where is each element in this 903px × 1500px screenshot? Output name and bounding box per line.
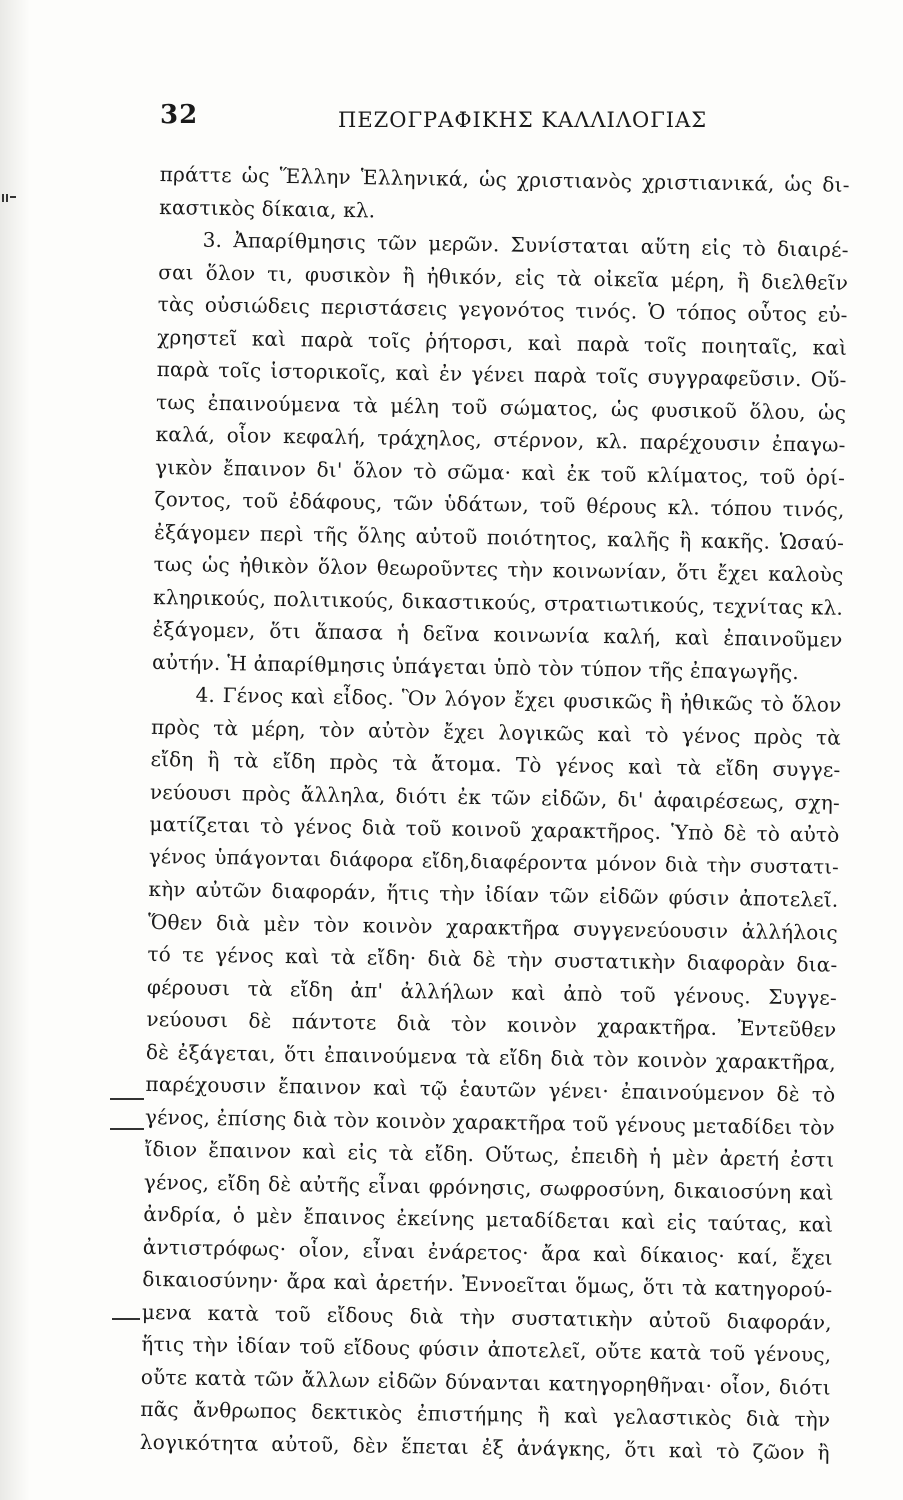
text-line: γένος ὑπάγονται διάφορα εἴδη,διαφέροντα μόνον διὰ τὴν συστατι- (148, 844, 840, 879)
text-line: 4. Γένος καὶ εἶδος. Ὃν λόγον ἔχει φυσικῶς ἢ ἠθικῶς τὸ ὅλον (195, 682, 842, 717)
text-line: πρὸς τὰ μέρη, τὸν αὐτὸν ἔχει λογικῶς καὶ τὸ γένος πρὸς τὰ (150, 714, 842, 750)
text-line: ἀνδρία, ὁ μὲν ἔπαινος ἐκείνης μεταδίδεται καὶ εἰς ταύτας, καὶ (143, 1201, 834, 1237)
text-line: ἴδιον ἔπαινον καὶ εἰς τὰ εἴδη. Οὕτως, ἐπειδὴ ἡ μὲν ἀρετή ἐστι (144, 1136, 835, 1172)
text-line: καλά, οἷον κεφαλή, τράχηλος, στέρνον, κλ. παρέχουσιν ἐπαγω- (155, 421, 846, 457)
text-line: τὰς οὐσιώδεις περιστάσεις γεγονότος τινός. Ὁ τόπος οὗτος εὐ- (157, 291, 848, 327)
text-line: χρηστεῖ καὶ παρὰ τοῖς ῥήτορσι, καὶ παρὰ τοῖς ποιηταῖς, καὶ (157, 324, 848, 360)
text-line: τως ὡς ἠθικὸν ὅλον θεωροῦντες τὴν κοινωνίαν, ὅτι ἔχει καλοὺς (153, 551, 844, 587)
margin-mark-3 (112, 1318, 140, 1320)
text-line: εἴδη ἢ τὰ εἴδη πρὸς τὰ ἄτομα. Τὸ γένος καὶ τὰ εἴδη συγγε- (150, 746, 841, 782)
running-head: ΠΕΖΟΓΡΑΦΙΚΗΣ ΚΑΛΛΙΛΟΓΙΑΣ (338, 108, 708, 132)
text-line: Ὅθεν διὰ μὲν τὸν κοινὸν χαρακτῆρα συγγενεύουσιν ἀλλήλοις (147, 909, 839, 945)
text-line: ἐξάγομεν περὶ τῆς ὅλης αὐτοῦ ποιότητος, καλῆς ἢ κακῆς. Ὡσαύ- (153, 519, 845, 555)
text-line: τό τε γένος καὶ τὰ εἴδη· διὰ δὲ τὴν συστατικὴν διαφορὰν δια- (147, 941, 838, 977)
text-line: ἀντιστρόφως· οἷον, εἶναι ἐνάρετος· ἄρα καὶ δίκαιος· καί, ἔχει (142, 1234, 834, 1270)
text-line: δικαιοσύνην· ἄρα καὶ ἀρετήν. Ἐννοεῖται ὅμως, ὅτι τὰ κατηγορού- (142, 1266, 833, 1302)
text-line: οὔτε κατὰ τῶν ἄλλων εἰδῶν δύνανται κατηγορηθῆναι· οἷον, διότι (140, 1364, 831, 1400)
text-line: γένος, εἴδη δὲ αὐτῆς εἶναι φρόνησις, σωφροσύνη, δικαιοσύνη καὶ (143, 1169, 835, 1205)
text-line: αὐτήν. Ἡ ἀπαρίθμησις ὑπάγεται ὑπὸ τὸν τύπον τῆς ἐπαγωγῆς. (151, 649, 800, 684)
text-line: ματίζεται τὸ γένος διὰ τοῦ κοινοῦ χαρακτῆρος. Ὑπὸ δὲ τὸ αὐτὸ (149, 811, 840, 847)
page-header (160, 100, 720, 140)
text-line: μενα κατὰ τοῦ εἴδους διὰ τὴν συστατικὴν αὐτοῦ διαφοράν, (141, 1299, 832, 1335)
text-line: δὲ ἐξάγεται, ὅτι ἐπαινούμενα τὰ εἴδη διὰ τὸν κοινὸν χαρακτῆρα, (145, 1039, 837, 1075)
text-line: νεύουσι δὲ πάντοτε διὰ τὸν κοινὸν χαρακτῆρα. Ἐντεῦθεν (146, 1006, 837, 1042)
text-line: 3. Ἀπαρίθμησις τῶν μερῶν. Συνίσταται αὕτη εἰς τὸ διαιρέ- (202, 227, 849, 262)
text-line: καστικὸς δίκαια, κλ. (159, 194, 376, 222)
text-line: κληρικούς, πολιτικούς, δικαστικούς, στρατιωτικούς, τεχνίτας κλ. (152, 584, 844, 620)
margin-mark-top (0, 192, 20, 202)
text-line: παρὰ τοῖς ἱστορικοῖς, καὶ ἐν γένει παρὰ τοῖς συγγραφεῦσιν. Οὕ- (156, 356, 847, 392)
text-line: λογικότητα αὐτοῦ, δὲν ἕπεται ἐξ ἀνάγκης, ὅτι καὶ τὸ ζῶον ἢ (139, 1429, 830, 1465)
text-line: πράττε ὡς Ἕλλην Ἑλληνικά, ὡς χριστιανὸς χριστιανικά, ὡς δι- (159, 161, 850, 197)
text-line: φέρουσι τὰ εἴδη ἀπ' ἀλλήλων καὶ ἀπὸ τοῦ γένους. Συγγε- (146, 974, 838, 1010)
text-line: γικὸν ἔπαινον δι' ὅλον τὸ σῶμα· καὶ ἐκ τοῦ κλίματος, τοῦ ὁρί- (154, 454, 846, 490)
text-line: νεύουσι πρὸς ἄλληλα, διότι ἐκ τῶν εἰδῶν, δι' ἀφαιρέσεως, σχη- (149, 779, 841, 815)
text-line: τως ἐπαινούμενα τὰ μέλη τοῦ σώματος, ὡς φυσικοῦ ὅλου, ὡς (155, 389, 847, 425)
text-line: ἐξάγομεν, ὅτι ἅπασα ἡ δεῖνα κοινωνία καλή, καὶ ἐπαινοῦμεν (152, 616, 843, 652)
page-gutter-shadow (0, 0, 30, 1500)
text-line: σαι ὅλον τι, φυσικὸν ἢ ἠθικόν, εἰς τὰ οἰκεῖα μέρη, ἢ διελθεῖν (158, 259, 849, 295)
margin-mark-1 (110, 1098, 144, 1100)
text-line: γένος, ἐπίσης διὰ τὸν κοινὸν χαρακτῆρα τοῦ γένους μεταδίδει τὸν (144, 1104, 836, 1140)
text-line: ζοντος, τοῦ ἐδάφους, τῶν ὑδάτων, τοῦ θέρους κλ. τόπου τινός, (154, 486, 845, 522)
body-text (140, 158, 850, 1469)
page-number: 32 (160, 100, 199, 130)
text-line: ἥτις τὴν ἰδίαν τοῦ εἴδους φύσιν ἀποτελεῖ, οὔτε κατὰ τοῦ γένους, (141, 1331, 832, 1367)
text-line: παρέχουσιν ἔπαινον καὶ τῷ ἑαυτῶν γένει· ἐπαινούμενον δὲ τὸ (145, 1071, 836, 1107)
text-line: κὴν αὐτῶν διαφοράν, ἥτις τὴν ἰδίαν τῶν εἰδῶν φύσιν ἀποτελεῖ. (148, 876, 839, 912)
margin-mark-2 (110, 1128, 144, 1130)
text-line: πᾶς ἄνθρωπος δεκτικὸς ἐπιστήμης ἢ καὶ γελαστικὸς διὰ τὴν (140, 1396, 831, 1432)
